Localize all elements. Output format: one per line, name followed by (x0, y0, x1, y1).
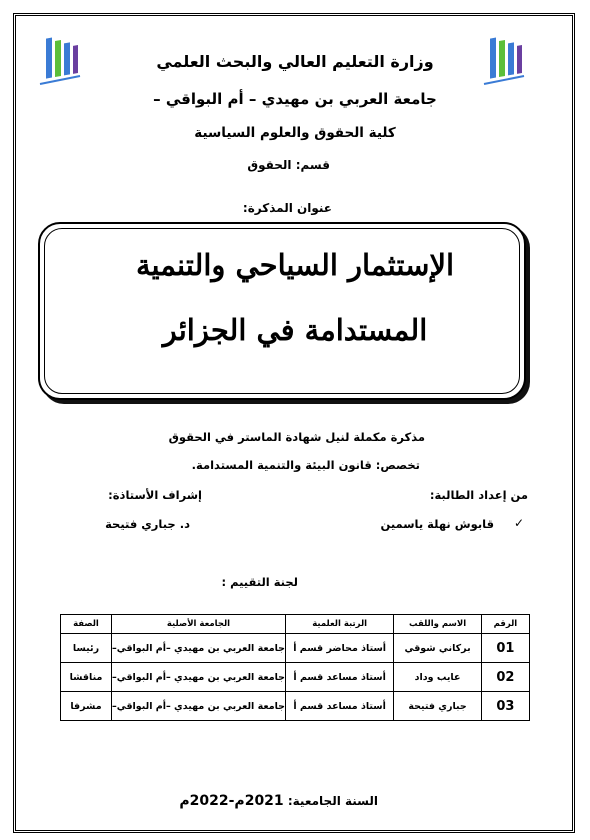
check-mark-icon: ✓ (514, 516, 525, 530)
student-name: قابوش نهلة ياسمين (380, 517, 494, 531)
degree-text: مذكرة مكملة لنيل شهادة الماستر في الحقوق (168, 430, 425, 444)
row-university: جامعة العربي بن مهيدي –أم البواقي– (111, 663, 285, 692)
table-row (61, 663, 530, 692)
row-rank: أستاذ محاضر قسم أ (286, 634, 394, 663)
row-role: رئيسا (61, 634, 112, 663)
row-name: جباري فتيحة (394, 692, 482, 721)
row-name: بركاني شوقي (394, 634, 482, 663)
supervisor-name: د. جباري فتيحة (105, 517, 190, 531)
university-name: جامعة العربي بن مهيدي – أم البواقي – (153, 90, 437, 108)
row-university: جامعة العربي بن مهيدي –أم البواقي– (111, 634, 285, 663)
row-role: مناقشا (61, 663, 112, 692)
header-role: الصفة (61, 615, 112, 634)
specialty-text: تخصص: قانون البيئة والتنمية المستدامة. (191, 458, 420, 472)
row-number: 03 (481, 692, 529, 721)
memo-title-line2: المستدامة في الجزائر (162, 313, 428, 347)
table-row (61, 692, 530, 721)
row-rank: أستاذ مساعد قسم أ (286, 692, 394, 721)
row-university: جامعة العربي بن مهيدي –أم البواقي– (111, 692, 285, 721)
academic-year-value: 2021م-2022م (179, 793, 284, 809)
academic-year (179, 793, 378, 809)
header-number: الرقم (481, 615, 529, 634)
header-university: الجامعة الأصلية (111, 615, 285, 634)
department-name: قسم: الحقوق (247, 158, 330, 172)
ministry-name: وزارة التعليم العالي والبحث العلمي (156, 52, 434, 71)
row-number: 01 (481, 634, 529, 663)
header-name: الاسم واللقب (394, 615, 482, 634)
row-name: عايب وداد (394, 663, 482, 692)
prepared-by-label: من إعداد الطالبة: (429, 488, 528, 502)
committee-table (60, 614, 530, 721)
memo-title-line1: الإستثمار السياحي والتنمية (135, 248, 455, 282)
row-role: مشرفا (61, 692, 112, 721)
header-rank: الرتبة العلمية (286, 615, 394, 634)
row-number: 02 (481, 663, 529, 692)
row-rank: أستاذ مساعد قسم أ (286, 663, 394, 692)
academic-year-label: السنة الجامعية: (287, 794, 378, 808)
supervision-label: إشراف الأستاذة: (108, 488, 202, 502)
faculty-name: كلية الحقوق والعلوم السياسية (194, 125, 396, 141)
memo-title-label: عنوان المذكرة: (242, 201, 332, 215)
committee-label: لجنة التقييم : (221, 575, 298, 589)
table-row (61, 634, 530, 663)
table-header-row (61, 615, 530, 634)
